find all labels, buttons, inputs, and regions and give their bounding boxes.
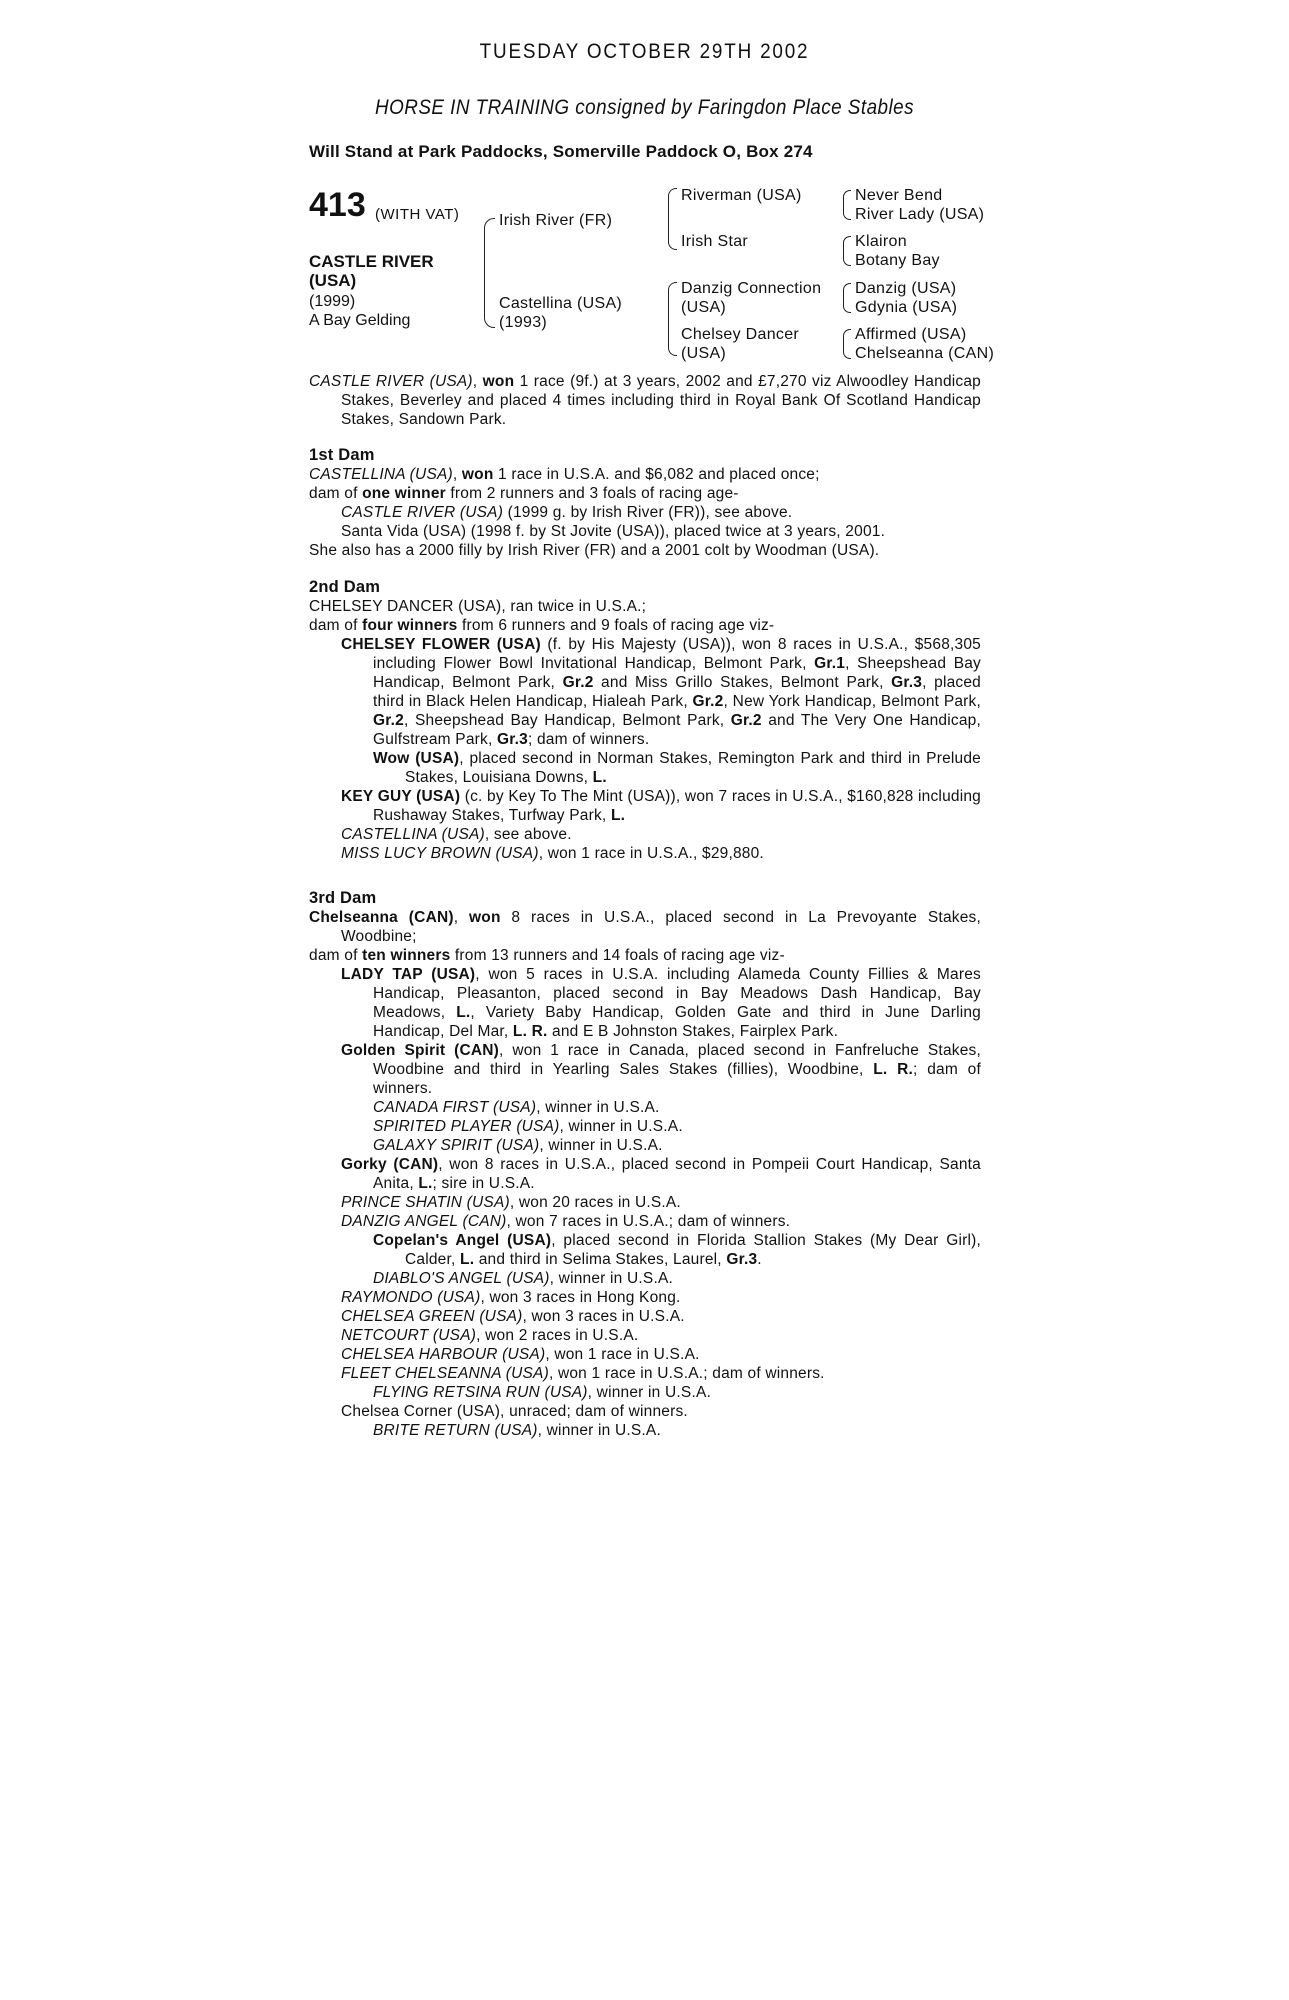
danzig-angel-entry: [309, 1212, 981, 1231]
netcourt-name: NETCOURT (USA): [341, 1327, 477, 1344]
horse-year: (1999): [309, 293, 356, 310]
chelsea-green-name: CHELSEA GREEN (USA): [341, 1308, 523, 1325]
grade-badge: Gr.2: [730, 712, 762, 729]
danzig-angel-name: DANZIG ANGEL (CAN): [341, 1213, 507, 1230]
record-text: ; dam of winners.: [373, 1061, 981, 1097]
second-dam-runners: from 6 runners and 9 foals of racing age viz-: [457, 617, 775, 634]
brite-return-name: BRITE RETURN (USA): [373, 1422, 538, 1439]
flying-retsina-run-name: FLYING RETSINA RUN (USA): [373, 1384, 588, 1401]
pedigree-sire: Irish River (FR): [499, 212, 613, 229]
chelsea-harbour-entry: [309, 1345, 981, 1364]
third-dam-record: 8 races in U.S.A., placed second in La Prevoyante Stakes, Woodbine;: [341, 909, 981, 945]
pedigree-ssd: River Lady (USA): [855, 206, 985, 223]
record-text: , Sheepshead Bay Handicap, Belmont Park,: [403, 712, 731, 729]
consignment-line: HORSE IN TRAINING consigned by Faringdon Place Stables: [374, 96, 915, 119]
copelans-angel-name: Copelan's Angel (USA): [373, 1232, 552, 1249]
record-text: , winner in U.S.A.: [539, 1137, 663, 1154]
record-text: , won 1 race in U.S.A.: [545, 1346, 700, 1363]
record-text: , see above.: [484, 826, 572, 843]
pedigree-ddd: Chelseanna (CAN): [855, 345, 995, 362]
gorky-entry: [309, 1155, 981, 1193]
second-dam-section: [309, 560, 981, 863]
chelsey-flower-name: CHELSEY FLOWER (USA): [341, 636, 541, 653]
pedigree-dds: Affirmed (USA): [855, 326, 967, 343]
pedigree-dss: Danzig (USA): [855, 280, 957, 297]
first-dam-winners: one winner: [362, 485, 446, 502]
record-text: , won 3 races in U.S.A.: [522, 1308, 685, 1325]
listed-badge: L. R.: [512, 1023, 548, 1040]
horse-description: A Bay Gelding: [309, 312, 411, 329]
pedigree-sire-dam: Irish Star: [681, 233, 749, 250]
third-dam-heading: 3rd Dam: [309, 889, 377, 907]
record-text: , winner in U.S.A.: [559, 1118, 683, 1135]
gorky-name: Gorky (CAN): [341, 1156, 439, 1173]
chelsey-flower-entry: [309, 635, 981, 749]
first-dam-record: 1 race in U.S.A. and $6,082 and placed once;: [493, 466, 820, 483]
canada-first-name: CANADA FIRST (USA): [373, 1099, 537, 1116]
record-text: , winner in U.S.A.: [537, 1422, 661, 1439]
lot-number: 413: [309, 186, 366, 224]
first-dam-won: won: [461, 466, 494, 483]
second-dam-line2: [309, 616, 981, 635]
record-text: ; sire in U.S.A.: [432, 1175, 535, 1192]
record-text: , placed second in Florida Stallion Stakes (My Dear Girl), Calder,: [405, 1232, 981, 1268]
first-dam-note: She also has a 2000 filly by Irish River (FR) and a 2001 colt by Woodman (USA).: [309, 542, 880, 559]
record-text: , won 20 races in U.S.A.: [509, 1194, 681, 1211]
lady-tap-entry: [309, 965, 981, 1041]
spirited-player-entry: [309, 1117, 981, 1136]
record-text: , won 1 race in U.S.A.; dam of winners.: [548, 1365, 825, 1382]
copelans-angel-entry: [309, 1231, 981, 1269]
third-dam-dam-of: dam of: [309, 947, 363, 964]
record-text: (c. by Key To The Mint (USA)), won 7 races in U.S.A., $160,828 including Rushaway Stakes, Turfway Park,: [373, 788, 981, 824]
third-dam-name: Chelseanna (CAN): [309, 909, 454, 926]
second-dam-dam-of: dam of: [309, 617, 363, 634]
pedigree-dam-sire-line1: Danzig Connection: [681, 280, 822, 297]
listed-badge: L. R.: [873, 1061, 914, 1078]
intro-horse-name: CASTLE RIVER (USA): [309, 373, 473, 390]
pedigree-brace-main: [484, 218, 495, 328]
intro-paragraph: [309, 372, 981, 429]
prince-shatin-name: PRINCE SHATIN (USA): [341, 1194, 510, 1211]
record-text: , winner in U.S.A.: [549, 1270, 673, 1287]
galaxy-spirit-entry: [309, 1136, 981, 1155]
second-dam-heading: 2nd Dam: [309, 578, 381, 596]
wow-entry: [309, 749, 981, 787]
pedigree-dam-dam-line2: (USA): [681, 345, 727, 362]
record-text: , won 2 races in U.S.A.: [476, 1327, 639, 1344]
intro-details: 1 race (9f.) at 3 years, 2002 and £7,270 viz Alwoodley Handicap Stakes, Beverley and placed 4 times including third in Royal Bank Of Scotland Handicap Stakes, Sandown Park.: [341, 373, 982, 428]
grade-badge: Gr.3: [497, 731, 528, 748]
intro-won: won: [482, 373, 515, 390]
record-text: and E B Johnston Stakes, Fairplex Park.: [547, 1023, 839, 1040]
grade-badge: Gr.2: [692, 693, 724, 710]
intro-text: CASTLE RIVER (USA), won 1 race (9f.) at 3 years, 2002 and £7,270 viz Alwoodley Handicap Stakes, Beverley and placed 4 times including third in Royal Bank Of Scotland Handicap Stakes, Sandown Park.: [309, 373, 982, 428]
record-text: , won 1 race in Canada, placed second in Fanfreluche Stakes, Woodbine and third in Yearling Sales Stakes (fillies), Woodbine,: [373, 1042, 981, 1078]
golden-spirit-name: Golden Spirit (CAN): [341, 1042, 500, 1059]
second-dam-line1: CHELSEY DANCER (USA), ran twice in U.S.A.;: [309, 598, 647, 615]
listed-badge: L.: [610, 807, 626, 824]
listed-badge: L.: [460, 1251, 475, 1268]
third-dam-runners: from 13 runners and 14 foals of racing age viz-: [450, 947, 785, 964]
brite-return-entry: [309, 1421, 981, 1440]
first-dam-runners: from 2 runners and 3 foals of racing age-: [445, 485, 739, 502]
first-dam-heading: 1st Dam: [309, 446, 375, 464]
wow-name: Wow (USA): [373, 750, 460, 767]
raymondo-entry: [309, 1288, 981, 1307]
chelsea-harbour-name: CHELSEA HARBOUR (USA): [341, 1346, 546, 1363]
netcourt-entry: [309, 1326, 981, 1345]
fleet-chelseanna-name: FLEET CHELSEANNA (USA): [341, 1365, 549, 1382]
record-text: , Sheepshead Bay Handicap, Belmont Park,: [373, 655, 981, 691]
record-text: , won 8 races in U.S.A., placed second in Pompeii Court Handicap, Santa Anita,: [373, 1156, 981, 1192]
grade-badge: Gr.3: [726, 1251, 758, 1268]
pedigree-brace-dd: [843, 329, 851, 359]
record-text: .: [757, 1251, 762, 1268]
second-dam-winners: four winners: [362, 617, 458, 634]
galaxy-spirit-name: GALAXY SPIRIT (USA): [373, 1137, 540, 1154]
lady-tap-name: LADY TAP (USA): [341, 966, 476, 983]
third-dam-winners: ten winners: [362, 947, 451, 964]
record-text: ; dam of winners.: [527, 731, 650, 748]
record-text: and The Very One Handicap, Gulfstream Park,: [373, 712, 981, 748]
pedigree-brace-ss: [843, 190, 851, 220]
golden-spirit-entry: [309, 1041, 981, 1098]
pedigree-brace-ds: [843, 283, 851, 313]
listed-badge: L.: [418, 1175, 433, 1192]
prince-shatin-entry: [309, 1193, 981, 1212]
raymondo-name: RAYMONDO (USA): [341, 1289, 481, 1306]
third-dam-line1: [309, 908, 981, 946]
record-text: and Miss Grillo Stakes, Belmont Park,: [593, 674, 892, 691]
first-dam-name: CASTELLINA (USA): [309, 466, 453, 483]
produce-record: (1999 g. by Irish River (FR)), see above.: [503, 504, 793, 521]
pedigree-sire-sire: Riverman (USA): [681, 187, 802, 204]
spirited-player-name: SPIRITED PLAYER (USA): [373, 1118, 560, 1135]
chelsea-green-entry: [309, 1307, 981, 1326]
record-text: , placed third in Black Helen Handicap, Hialeah Park,: [373, 674, 982, 710]
canada-first-entry: [309, 1098, 981, 1117]
fleet-chelseanna-entry: [309, 1364, 981, 1383]
pedigree-sss: Never Bend: [855, 187, 943, 204]
miss-lucy-brown-name: MISS LUCY BROWN (USA): [341, 845, 539, 862]
listed-badge: L.: [592, 769, 607, 786]
record-text: (f. by His Majesty (USA)), won 8 races in U.S.A., $568,305 including Flower Bowl Invitational Handicap, Belmont Park,: [373, 636, 981, 672]
first-dam-line2: [309, 484, 981, 503]
chelsea-corner-entry: Chelsea Corner (USA), unraced; dam of winners.: [341, 1403, 688, 1420]
first-dam-sep: ,: [452, 466, 462, 483]
horse-name-line2: (USA): [309, 271, 357, 290]
miss-lucy-brown-entry: [309, 844, 981, 863]
pedigree-dam-line1: Castellina (USA): [499, 295, 623, 312]
first-dam-line1: [309, 465, 981, 484]
third-dam-line2: [309, 946, 981, 965]
diablos-angel-entry: [309, 1269, 981, 1288]
pedigree-dam-sire-line2: (USA): [681, 299, 727, 316]
pedigree-brace-dam: [668, 282, 677, 356]
record-text: , Variety Baby Handicap, Golden Gate and third in June Darling Handicap, Del Mar,: [373, 1004, 981, 1040]
third-dam-sep: ,: [453, 909, 470, 926]
sale-date: TUESDAY OCTOBER 29TH 2002: [479, 40, 810, 63]
vat-note: (WITH VAT): [375, 206, 460, 223]
third-dam-section: [309, 871, 981, 1440]
record-text: , winner in U.S.A.: [536, 1099, 660, 1116]
record-text: , placed second in Norman Stakes, Remington Park and third in Prelude Stakes, Louisiana Downs,: [405, 750, 981, 786]
pedigree-dam-dam-line1: Chelsey Dancer: [681, 326, 800, 343]
grade-badge: Gr.2: [373, 712, 404, 729]
castellina-name: CASTELLINA (USA): [341, 826, 485, 843]
pedigree-sds: Klairon: [855, 233, 907, 250]
horse-name-line1: CASTLE RIVER: [309, 252, 434, 271]
record-text: , won 3 races in Hong Kong.: [480, 1289, 681, 1306]
record-text: , won 1 race in U.S.A., $29,880.: [538, 845, 764, 862]
grade-badge: Gr.3: [891, 674, 923, 691]
diablos-angel-name: DIABLO'S ANGEL (USA): [373, 1270, 550, 1287]
first-dam-produce-1: [309, 503, 981, 522]
record-text: , winner in U.S.A.: [587, 1384, 711, 1401]
record-text: , won 7 races in U.S.A.; dam of winners.: [506, 1213, 791, 1230]
pedigree-dam-line2: (1993): [499, 314, 548, 331]
record-text: , won 5 races in U.S.A. including Alameda County Fillies & Mares Handicap, Pleasanton, placed second in Bay Meadows Dash Handicap, Bay Meadows,: [373, 966, 981, 1021]
first-dam-dam-of: dam of: [309, 485, 363, 502]
grade-badge: Gr.2: [562, 674, 594, 691]
castellina-entry: [309, 825, 981, 844]
pedigree-dsd: Gdynia (USA): [855, 299, 958, 316]
pedigree-brace-sd: [843, 236, 851, 266]
first-dam-produce-2: Santa Vida (USA) (1998 f. by St Jovite (USA)), placed twice at 3 years, 2001.: [341, 523, 886, 540]
record-text: and third in Selima Stakes, Laurel,: [474, 1251, 727, 1268]
third-dam-won: won: [469, 909, 501, 926]
produce-name: CASTLE RIVER (USA): [341, 504, 504, 521]
horse-name: [309, 252, 459, 290]
stand-location: Will Stand at Park Paddocks, Somerville Paddock O, Box 274: [309, 142, 813, 161]
record-text: , New York Handicap, Belmont Park,: [723, 693, 981, 710]
grade-badge: Gr.1: [814, 655, 846, 672]
pedigree-sdd: Botany Bay: [855, 252, 940, 269]
first-dam-section: [309, 428, 981, 560]
flying-retsina-run-entry: [309, 1383, 981, 1402]
listed-badge: L.: [456, 1004, 471, 1021]
pedigree-brace-sire: [668, 188, 677, 250]
key-guy-name: KEY GUY (USA): [341, 788, 461, 805]
key-guy-entry: [309, 787, 981, 825]
